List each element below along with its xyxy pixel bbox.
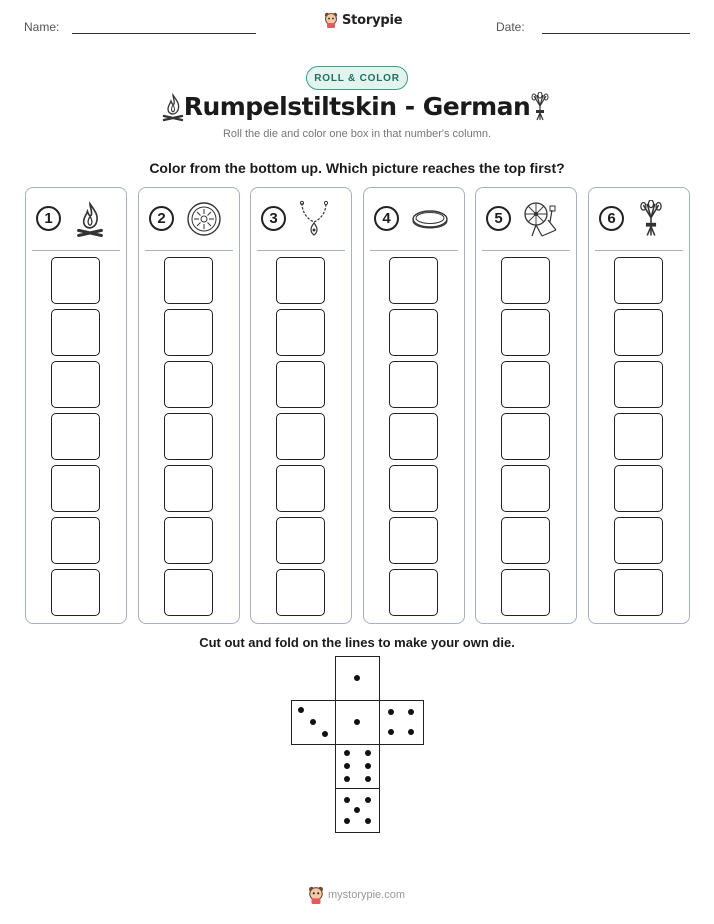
die-pip	[344, 750, 350, 756]
storypie-mascot-icon	[308, 886, 324, 904]
color-box[interactable]	[164, 413, 213, 460]
color-box[interactable]	[389, 257, 438, 304]
column-header	[589, 200, 689, 240]
storypie-mascot-icon	[324, 12, 338, 28]
die-pip	[388, 729, 394, 735]
color-box[interactable]	[614, 257, 663, 304]
color-box[interactable]	[276, 465, 325, 512]
color-box[interactable]	[389, 465, 438, 512]
footer-url: mystorypie.com	[328, 889, 406, 901]
wheat-bundle-icon	[635, 200, 667, 243]
die-face-3	[291, 700, 336, 745]
color-box[interactable]	[51, 361, 100, 408]
die-face-6	[335, 744, 380, 789]
color-box[interactable]	[614, 517, 663, 564]
necklace-icon	[297, 200, 331, 243]
color-box[interactable]	[501, 465, 550, 512]
color-box[interactable]	[276, 569, 325, 616]
color-box[interactable]	[501, 413, 550, 460]
die-pip	[365, 763, 371, 769]
color-box[interactable]	[501, 361, 550, 408]
color-box[interactable]	[164, 517, 213, 564]
color-box[interactable]	[389, 413, 438, 460]
column-header	[26, 200, 126, 240]
column-divider	[257, 250, 345, 251]
column-header	[476, 200, 576, 240]
column-divider	[482, 250, 570, 251]
color-box[interactable]	[389, 309, 438, 356]
column-number: 3	[261, 206, 286, 231]
die-pip	[365, 797, 371, 803]
color-box[interactable]	[276, 517, 325, 564]
color-box[interactable]	[389, 517, 438, 564]
color-box[interactable]	[501, 517, 550, 564]
color-box[interactable]	[164, 361, 213, 408]
color-box[interactable]	[51, 517, 100, 564]
color-box[interactable]	[614, 309, 663, 356]
column-divider	[595, 250, 683, 251]
color-box[interactable]	[389, 569, 438, 616]
column-6	[588, 187, 690, 624]
page-title: Rumpelstiltskin - German	[183, 92, 531, 121]
column-number: 5	[486, 206, 511, 231]
die-pip	[298, 707, 304, 713]
footer	[308, 886, 405, 904]
color-box[interactable]	[51, 257, 100, 304]
color-box[interactable]	[51, 413, 100, 460]
campfire-icon	[72, 200, 108, 243]
column-1	[25, 187, 127, 624]
color-box[interactable]	[276, 257, 325, 304]
color-box[interactable]	[164, 309, 213, 356]
column-number: 6	[599, 206, 624, 231]
color-box[interactable]	[614, 569, 663, 616]
die-instruction: Cut out and fold on the lines to make your own die.	[199, 635, 515, 650]
name-line	[72, 33, 256, 34]
die-pip	[354, 675, 360, 681]
die-pip	[344, 776, 350, 782]
die-pip	[310, 719, 316, 725]
die-pip	[408, 729, 414, 735]
die-face-1	[335, 656, 380, 701]
color-box[interactable]	[276, 309, 325, 356]
column-header	[251, 200, 351, 240]
die-pip	[365, 776, 371, 782]
die-pip	[344, 818, 350, 824]
name-label: Name:	[24, 20, 60, 34]
instruction-text: Color from the bottom up. Which picture reaches the top first?	[149, 160, 565, 176]
die-pip	[365, 750, 371, 756]
column-header	[364, 200, 464, 240]
date-label: Date:	[496, 20, 525, 34]
color-box[interactable]	[389, 361, 438, 408]
die-pip	[388, 709, 394, 715]
column-divider	[32, 250, 120, 251]
die-face-1	[335, 700, 380, 745]
die-pip	[408, 709, 414, 715]
color-box[interactable]	[501, 309, 550, 356]
column-number: 2	[149, 206, 174, 231]
color-box[interactable]	[51, 569, 100, 616]
column-2	[138, 187, 240, 624]
color-box[interactable]	[276, 413, 325, 460]
die-face-4	[379, 700, 424, 745]
color-box[interactable]	[51, 465, 100, 512]
brand-name: Storypie	[342, 12, 403, 28]
color-box[interactable]	[164, 569, 213, 616]
wheat-bundle-icon	[528, 92, 552, 122]
column-5	[475, 187, 577, 624]
gold-coin-icon	[185, 200, 223, 243]
page-subtitle: Roll the die and color one box in that number's column.	[222, 128, 492, 140]
spinning-wheel-icon	[522, 200, 560, 243]
column-divider	[145, 250, 233, 251]
die-pip	[344, 797, 350, 803]
column-number: 4	[374, 206, 399, 231]
die-pip	[365, 818, 371, 824]
column-divider	[370, 250, 458, 251]
color-box[interactable]	[614, 465, 663, 512]
die-pip	[354, 807, 360, 813]
activity-badge: ROLL & COLOR	[306, 66, 408, 90]
die-pip	[354, 719, 360, 725]
column-4	[363, 187, 465, 624]
column-number: 1	[36, 206, 61, 231]
die-pip	[322, 731, 328, 737]
campfire-icon	[161, 92, 185, 122]
date-line	[542, 33, 690, 34]
die-face-5	[335, 788, 380, 833]
color-box[interactable]	[501, 257, 550, 304]
color-box[interactable]	[276, 361, 325, 408]
color-box[interactable]	[614, 413, 663, 460]
color-box[interactable]	[164, 257, 213, 304]
color-box[interactable]	[164, 465, 213, 512]
die-pip	[344, 763, 350, 769]
brand-logo	[324, 12, 402, 28]
ring-icon	[410, 200, 450, 243]
column-header	[139, 200, 239, 240]
color-box[interactable]	[501, 569, 550, 616]
color-box[interactable]	[614, 361, 663, 408]
color-box[interactable]	[51, 309, 100, 356]
column-3	[250, 187, 352, 624]
